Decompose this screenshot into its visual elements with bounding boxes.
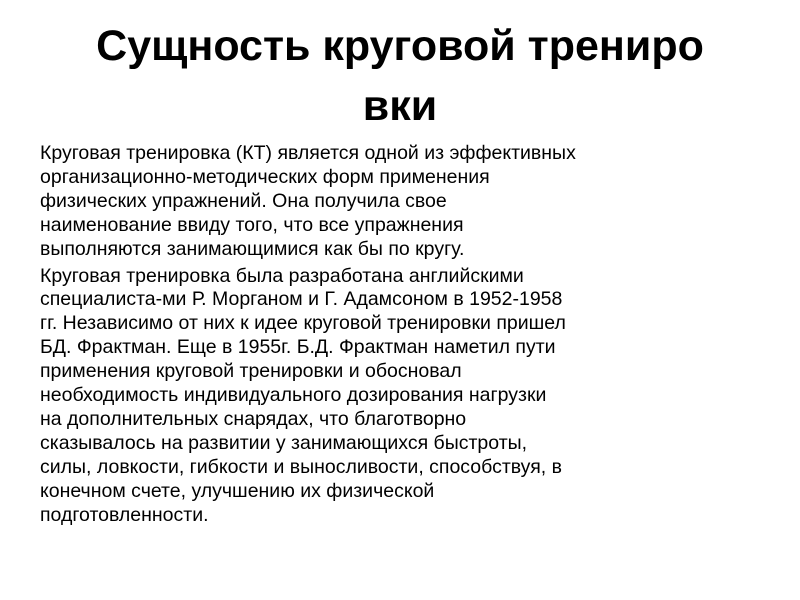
text-line: физических упражнений. Она получила свое [40, 189, 447, 212]
text-line: на дополнительных снарядах, что благотворно [40, 407, 467, 430]
text-line: Круговая тренировка (КТ) является одной из эффективных [40, 142, 576, 164]
text-line: подготовленности. [40, 503, 209, 526]
text-line: БД. Фрактман. Еще в 1955г. Б.Д. Фрактман наметил пути [40, 336, 556, 359]
slide-body [40, 142, 760, 531]
text-line: силы, ловкости, гибкости и выносливости, способствуя, в [40, 455, 562, 478]
text-line: применения круговой тренировки и обосновал [40, 360, 462, 383]
text-line: конечном счете, улучшению их физической [40, 479, 435, 502]
slide-title [40, 16, 760, 136]
text-line: выполняются занимающимися как бы по кругу. [40, 237, 465, 260]
text-line: специалиста-ми Р. Морганом и Г. Адамсоном в 1952-1958 [40, 288, 563, 311]
text-line: сказывалось на развитии у занимающихся быстроты, [40, 431, 528, 454]
title-line: Сущность круговой трениро [96, 22, 704, 70]
text-line: наименование ввиду того, что все упражнения [40, 213, 464, 236]
text-line: гг. Независимо от них к идее круговой тренировки пришел [40, 312, 566, 335]
paragraph-definition [40, 142, 760, 262]
title-line: вки [362, 82, 438, 130]
text-line: организационно-методических форм применения [40, 165, 490, 188]
text-line: необходимость индивидуального дозирования нагрузки [40, 384, 547, 407]
paragraph-history [40, 265, 760, 528]
text-line: Круговая тренировка была разработана английскими [40, 264, 524, 287]
